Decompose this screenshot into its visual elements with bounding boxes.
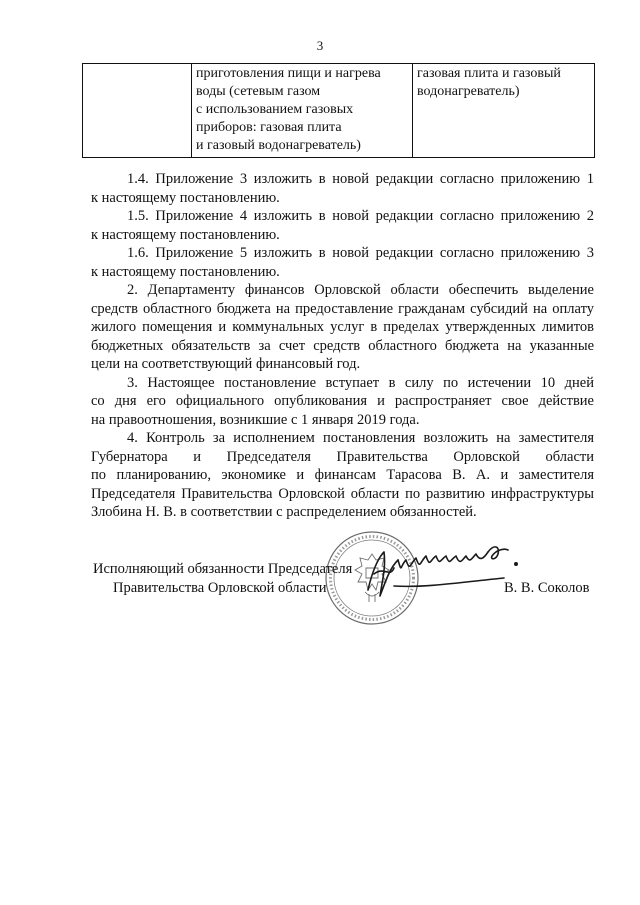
text-line: к настоящему постановлению. <box>91 189 280 206</box>
cell-line: приборов: газовая плита <box>196 120 342 135</box>
signatory-name: В. В. Соколов <box>504 580 590 596</box>
page-number: 3 <box>316 38 324 53</box>
text-line: жилого помещения и коммунальных услуг в пределах утвержденных лимитов <box>91 319 594 335</box>
continuation-table <box>82 63 595 158</box>
text-line: 1.5. Приложение 4 изложить в новой редакции согласно приложению 2 <box>127 208 594 224</box>
text-line: 1.4. Приложение 3 изложить в новой редакции согласно приложению 1 <box>127 171 594 187</box>
text-line: 2. Департаменту финансов Орловской области обеспечить выделение <box>127 282 594 298</box>
cell-line: газовая плита и газовый <box>417 66 561 81</box>
table-cell-equipment <box>413 64 595 158</box>
signatory-title-line2: Правительства Орловской области <box>113 580 327 596</box>
text-line: по планированию, экономике и финансам Тарасова В. А. и заместителя <box>91 467 594 483</box>
text-line: бюджетных обязательств за счет средств областного бюджета на указанные <box>91 337 594 354</box>
paragraph-2 <box>91 281 594 374</box>
cell-line: и газовый водонагреватель) <box>196 138 361 153</box>
text-line: к настоящему постановлению. <box>91 226 280 243</box>
paragraph-1-6 <box>91 244 594 281</box>
cell-line: приготовления пищи и нагрева <box>196 66 381 81</box>
cell-line: воды (сетевым газом <box>196 84 321 99</box>
paragraph-3 <box>91 374 594 430</box>
text-line: цели на соответствующий финансовый год. <box>91 356 361 372</box>
body-text <box>91 170 594 522</box>
text-line: 4. Контроль за исполнением постановления возложить на заместителя <box>127 430 594 446</box>
paragraph-4 <box>91 429 594 522</box>
paragraph-1-4 <box>91 170 594 207</box>
cell-line: водонагреватель) <box>417 84 520 99</box>
cell-line: с использованием газовых <box>196 102 354 117</box>
text-line: со дня его официального опубликования и распространяет свое действие <box>91 393 594 409</box>
text-line: на правоотношения, возникшие с 1 января 2019 года. <box>91 411 420 428</box>
text-line: Председателя Правительства Орловской области по развитию инфраструктуры <box>91 485 594 502</box>
text-line: Губернатора и Председателя Правительства Орловской области <box>91 448 594 465</box>
signatory-title-line1: Исполняющий обязанности Председателя <box>93 561 353 577</box>
paragraph-1-5 <box>91 207 594 244</box>
text-line: к настоящему постановлению. <box>91 263 280 280</box>
text-line: средств областного бюджета на предоставление гражданам субсидий на оплату <box>91 300 594 317</box>
table-cell-description <box>192 64 413 158</box>
table-row <box>83 64 595 158</box>
table-cell-empty <box>83 64 192 158</box>
text-line: Злобина Н. В. в соответствии с распределением обязанностей. <box>91 504 477 520</box>
text-line: 1.6. Приложение 5 изложить в новой редакции согласно приложению 3 <box>127 245 594 261</box>
text-line: 3. Настоящее постановление вступает в силу по истечении 10 дней <box>127 374 594 391</box>
